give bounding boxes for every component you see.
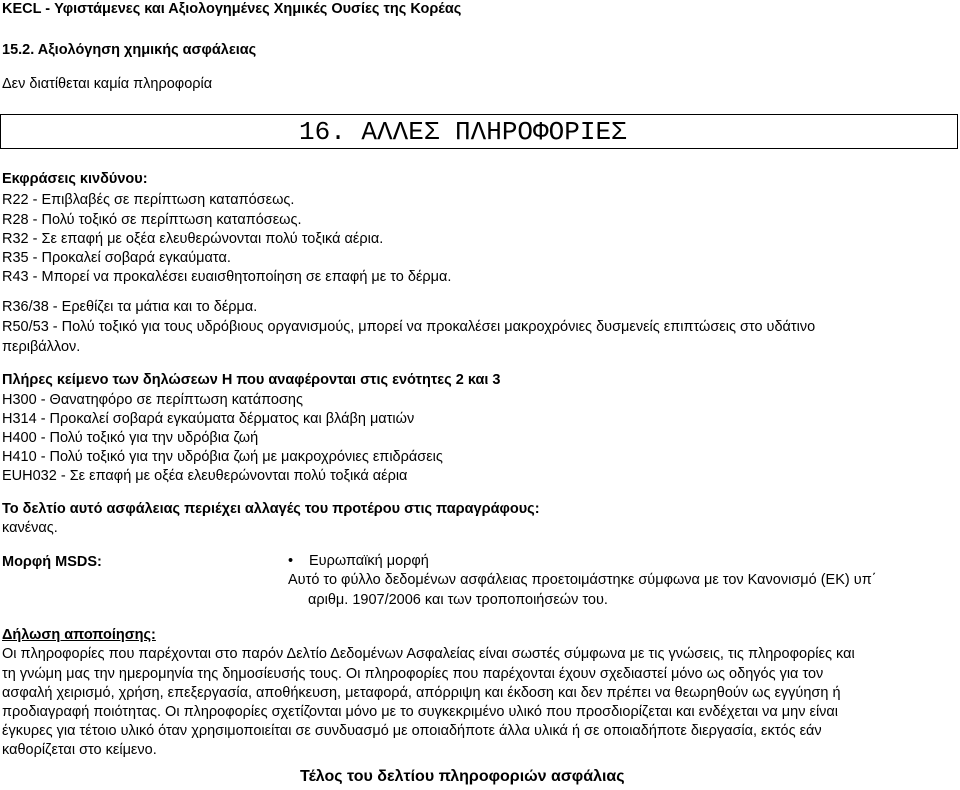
risk-phrase-continuation: περιβάλλον.: [2, 339, 81, 355]
disclaimer-line: Οι πληροφορίες που παρέχονται στο παρόν Δελτίο Δεδομένων Ασφαλείας είναι σωστές σύμφωνα με τις γνώσεις, τις πληροφορίες και: [2, 646, 855, 662]
msds-description-line: Αυτό το φύλλο δεδομένων ασφάλειας προετοιμάστηκε σύμφωνα με τον Κανονισμό (ΕΚ) υπ΄: [288, 572, 877, 588]
document-header-title: KECL - Υφιστάμενες και Αξιολογημένες Χημικές Ουσίες της Κορέας: [2, 1, 462, 17]
disclaimer-line: ασφαλή χειρισμό, χρήση, επεξεργασία, αποθήκευση, μεταφορά, απόρριψη και έκδοση και δεν πρέπει να θεωρηθούν ως εγγύηση ή: [2, 685, 841, 701]
changes-value: κανένας.: [2, 520, 58, 536]
end-of-sheet-title: Τέλος του δελτίου πληροφοριών ασφάλιας: [300, 768, 625, 785]
risk-phrase: R35 - Προκαλεί σοβαρά εγκαύματα.: [2, 250, 231, 266]
risk-phrase: R28 - Πολύ τοξικό σε περίπτωση καταπόσεως.: [2, 212, 302, 228]
section-16-title: 16. ΑΛΛΕΣ ΠΛΗΡΟΦΟΡΙΕΣ: [299, 117, 627, 147]
risk-phrase: R32 - Σε επαφή με οξέα ελευθερώνονται πολύ τοξικά αέρια.: [2, 231, 384, 247]
risk-phrase: R36/38 - Ερεθίζει τα μάτια και το δέρμα.: [2, 299, 258, 315]
changes-heading: Το δελτίο αυτό ασφάλειας περιέχει αλλαγές του προτέρου στις παραγράφους:: [2, 501, 540, 517]
disclaimer-heading: Δήλωση αποποίησης:: [2, 627, 156, 643]
msds-description-line: αριθμ. 1907/2006 και των τροποποιήσεών του.: [308, 592, 608, 608]
disclaimer-line: τη γνώμη μας την ημερομηνία της δημοσίευσής τους. Οι πληροφορίες που παρέχονται έχουν σχεδιαστεί μόνο ως οδηγός για τον: [2, 666, 824, 682]
h-statement: H300 - Θανατηφόρο σε περίπτωση κατάποσης: [2, 392, 303, 408]
no-info-text: Δεν διατίθεται καμία πληροφορία: [2, 76, 213, 92]
risk-phrase: R50/53 - Πολύ τοξικό για τους υδρόβιους οργανισμούς, μπορεί να προκαλέσει μακροχρόνιες δυσμενείς επιπτώσεις στο υδάτινο: [2, 319, 816, 335]
h-statements-heading: Πλήρες κείμενο των δηλώσεων Η που αναφέρονται στις ενότητες 2 και 3: [2, 372, 501, 388]
disclaimer-line: καθορίζεται στο κείμενο.: [2, 742, 157, 758]
risk-phrase: R22 - Επιβλαβές σε περίπτωση καταπόσεως.: [2, 192, 295, 208]
h-statement: H314 - Προκαλεί σοβαρά εγκαύματα δέρματος και βλάβη ματιών: [2, 411, 415, 427]
section-heading-15-2: 15.2. Αξιολόγηση χημικής ασφάλειας: [2, 42, 257, 58]
risk-phrases-heading: Εκφράσεις κινδύνου:: [2, 171, 148, 187]
h-statement: EUH032 - Σε επαφή με οξέα ελευθερώνονται πολύ τοξικά αέρια: [2, 468, 408, 484]
h-statement: H400 - Πολύ τοξικό για την υδρόβια ζωή: [2, 430, 259, 446]
h-statement: H410 - Πολύ τοξικό για την υδρόβια ζωή με μακροχρόνιες επιδράσεις: [2, 449, 443, 465]
msds-format-value: Ευρωπαϊκή μορφή: [309, 553, 429, 569]
msds-format-label: Μορφή MSDS:: [2, 554, 102, 570]
section-16-banner: [0, 114, 958, 149]
disclaimer-line: προδιαγραφή ποιότητας. Οι πληροφορίες σχετίζονται μόνο με το συγκεκριμένο υλικό που προσδιορίζεται και ενδέχεται να μην είναι: [2, 704, 839, 720]
disclaimer-line: έγκυρες για τέτοιο υλικό όταν χρησιμοποιείται σε συνδυασμό με οποιαδήποτε άλλα υλικά ή σε οποιαδήποτε διεργασία, εκτός εάν: [2, 723, 822, 739]
risk-phrase: R43 - Μπορεί να προκαλέσει ευαισθητοποίηση σε επαφή με το δέρμα.: [2, 269, 452, 285]
bullet-icon: •: [288, 553, 294, 569]
